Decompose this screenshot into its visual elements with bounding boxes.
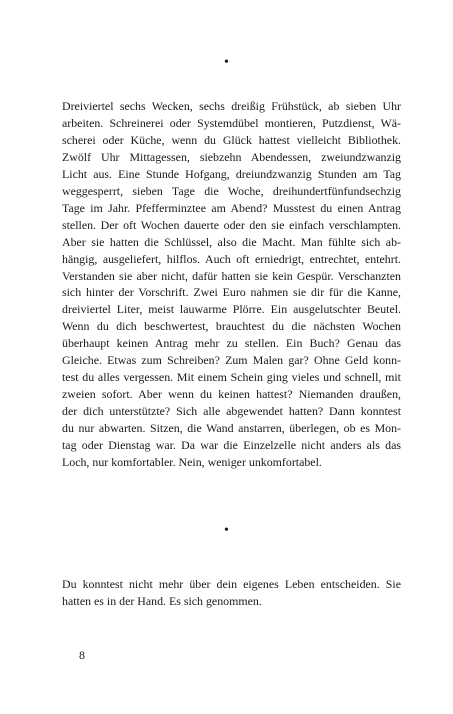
section-separator-top: • [224, 55, 229, 70]
text-line: du nur abwarten. Sitzen, die Wand anstarren, überlegen, ob es Mon- [62, 421, 401, 436]
text-line: weggesperrt, sieben Tage die Woche, dreihundertfünfundsechzig [62, 183, 401, 198]
text-line: Tage im Jahr. Pfefferminztee am Abend? Musstest du einen Antrag [62, 200, 401, 215]
text-line: tag oder Dienstag war. Da war die Einzelzelle nicht anders als das [62, 438, 401, 453]
text-line: hatten es in der Hand. Es sich genommen. [62, 593, 262, 608]
text-line: zweien sofort. Aber wenn du keinen hattest? Niemanden draußen, [62, 387, 401, 402]
text-line: dreiviertel Liter, meist lauwarme Plörre. Ein ausgelutschter Beutel. [62, 302, 401, 317]
text-line: Loch, nur komfortabler. Nein, weniger unkomfortabel. [62, 455, 322, 470]
text-line: Gleiche. Etwas zum Schreiben? Zum Malen gar? Ohne Geld konn- [62, 353, 401, 368]
text-line: hängig, ausgeliefert, hilflos. Auch oft erniedrigt, entrechtet, entehrt. [62, 251, 401, 266]
text-line: Licht aus. Eine Stunde Hofgang, dreiundzwanzig Stunden am Tag [62, 166, 401, 181]
text-line: stellen. Der oft Wochen dauerte oder den sie einfach verschlampten. [62, 217, 401, 232]
text-line: Du konntest nicht mehr über dein eigenes Leben entscheiden. Sie [62, 577, 401, 591]
text-line: Zwölf Uhr Mittagessen, siebzehn Abendessen, zweiundzwanzig [62, 149, 401, 164]
text-line: scherei oder Küche, wenn du Glück hattest vielleicht Bibliothek. [62, 132, 401, 147]
text-line: Wenn du dich beschwertest, brauchtest du die nächsten Wochen [62, 319, 401, 334]
paragraph-1 [62, 98, 401, 471]
text-line: überhaupt keinen Antrag mehr zu stellen. Ein Buch? Genau das [62, 336, 401, 351]
text-line: sich hinter der Vorschrift. Zwei Euro nahmen sie dir für die Kanne, [62, 285, 401, 300]
text-line: arbeiten. Schreinerei oder Systemdübel montieren, Putzdienst, Wä- [62, 115, 401, 130]
text-line: test du alles vergessen. Mit einem Schein ging vieles und schnell, mit [62, 370, 401, 385]
text-line: Aber sie hatten die Schlüssel, also die Macht. Man fühlte sich ab- [62, 234, 401, 249]
paragraph-2 [62, 576, 401, 610]
section-separator-middle: • [224, 523, 229, 538]
text-line: Verstanden sie aber nicht, dafür hatten sie kein Gespür. Verschanzten [62, 268, 401, 283]
page-number: 8 [79, 648, 85, 662]
text-line: Dreiviertel sechs Wecken, sechs dreißig Frühstück, ab sieben Uhr [62, 99, 401, 113]
text-line: der dich unterstützte? Sich alle abgewendet hatten? Dann konntest [62, 404, 401, 419]
